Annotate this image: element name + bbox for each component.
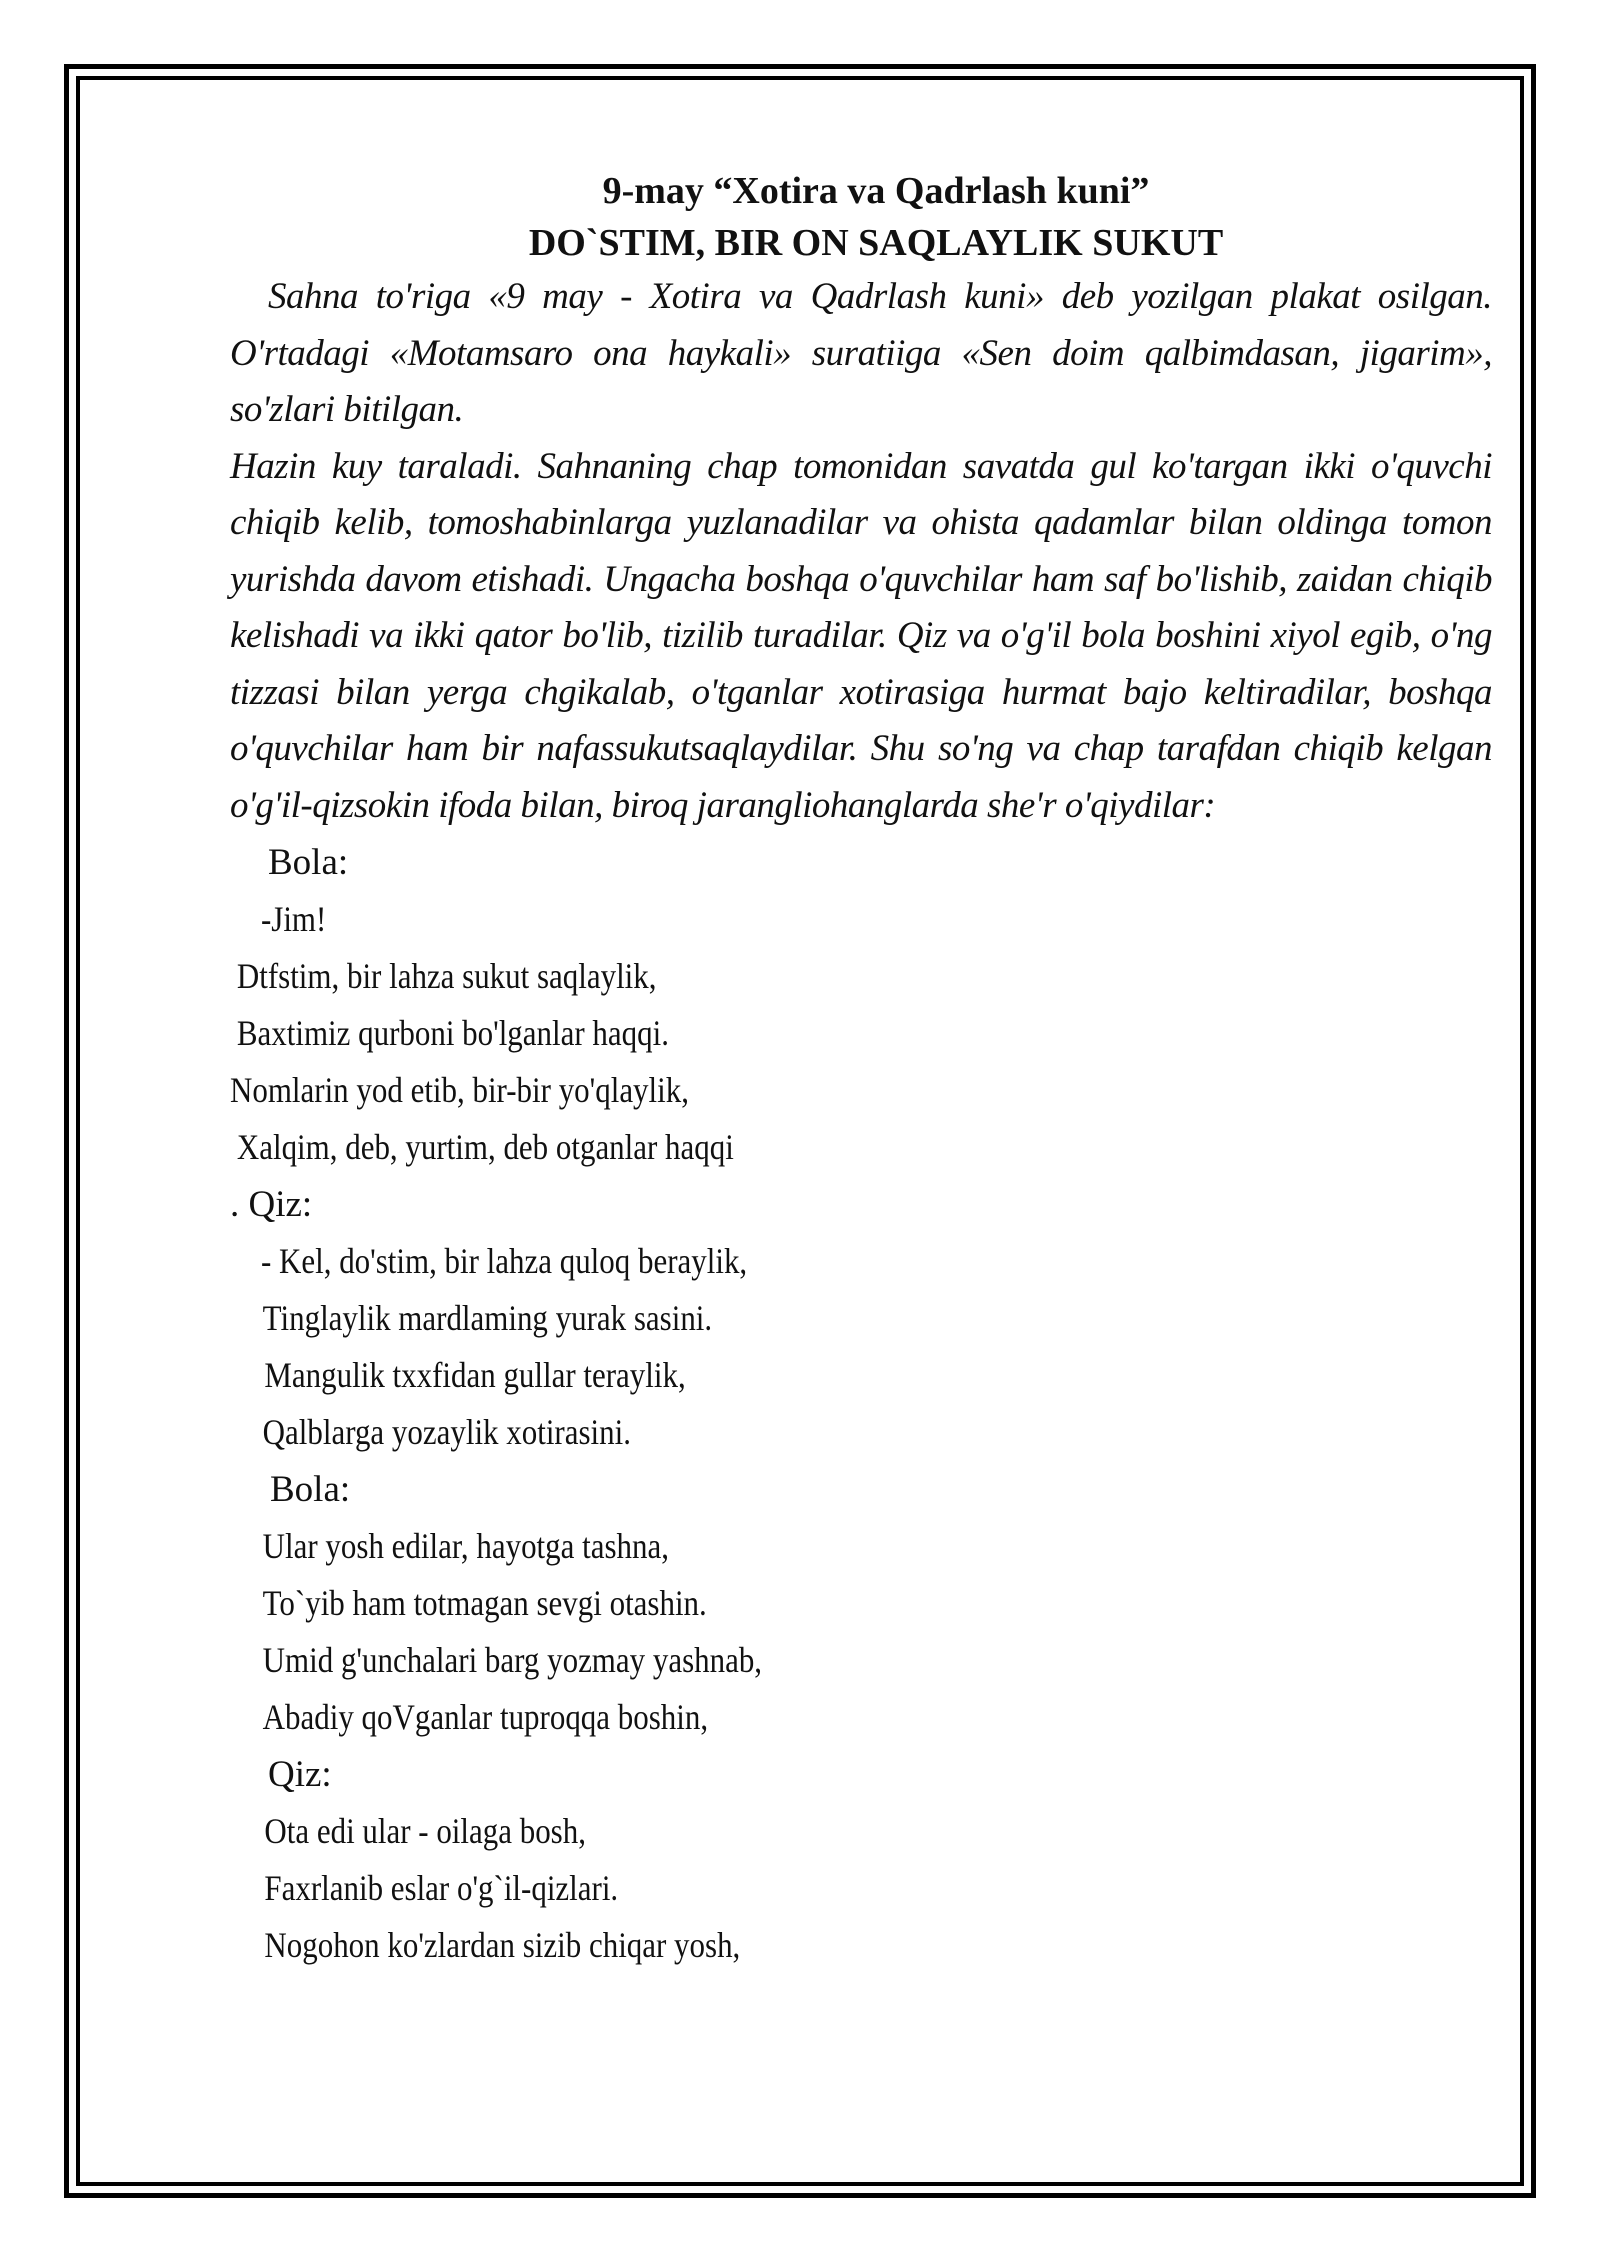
poem-line: Ular yosh edilar, hayotga tashna, [262, 1526, 669, 1566]
poem-line: Ota edi ular - oilaga bosh, [264, 1811, 586, 1851]
intro-paragraph-2: Hazin kuy taraladi. Sahnaning chap tomonidan savatda gul ko'targan ikki o'quvchi chiqib kelib, tomoshabinlarga yuzlanadilar va ohista qadamlar bilan oldinga tomon yurishda davom etishadi. Ungacha boshqa o'quvchilar ham saf bo'lishib, zaidan chiqib kelishadi va ikki qator bo'lib, tizilib turadilar. Qiz va o'g'il bola boshini xiyol egib, o'ng tizzasi bilan yerga chgikalab, o'tganlar xotirasiga hurmat bajo keltiradilar, boshqa o'quvchilar ham bir nafassukutsaqlaydilar. Shu so'ng va chap tarafdan chiqib kelgan o'g'il-qizsokin ifoda bilan, biroq jarangliohanglarda she'r o'qiydilar: [230, 445, 1492, 826]
poem-line: Dtfstim, bir lahza sukut saqlaylik, [236, 956, 657, 996]
poem-line: Qalblarga yozaylik xotirasini. [262, 1412, 631, 1452]
title-line-2: DO`STIM, BIR ON SAQLAYLIK SUKUT [528, 222, 1224, 264]
poem [230, 834, 1492, 1974]
poem-line: Faxrlanib eslar o'g`il-qizlari. [264, 1868, 619, 1908]
poem-line: - Kel, do'stim, bir lahza quloq beraylik, [260, 1241, 748, 1281]
poem-line: Abadiy qoVganlar tuproqqa boshin, [262, 1697, 709, 1737]
poem-line: Umid g'unchalari barg yozmay yashnab, [262, 1640, 763, 1680]
poem-line: Nomlarin yod etib, bir-bir yo'qlaylik, [230, 1070, 689, 1110]
poem-line: Mangulik txxfidan gullar teraylik, [264, 1355, 686, 1395]
poem-line: Xalqim, deb, yurtim, deb otganlar haqqi [236, 1127, 734, 1167]
poem-line: Nogohon ko'zlardan sizib chiqar yosh, [264, 1925, 741, 1965]
title-line-1: 9-may “Xotira va Qadrlash kuni” [602, 170, 1150, 212]
poem-line: Tinglaylik mardlaming yurak sasini. [262, 1298, 713, 1338]
speaker-label: Qiz: [268, 1754, 332, 1795]
poem-line: -Jim! [260, 899, 327, 939]
poem-line: To`yib ham totmagan sevgi otashin. [262, 1583, 707, 1623]
intro-paragraph-1: Sahna to'riga «9 may - Xotira va Qadrlash kuni» deb yozilgan plakat osilgan. O'rtadagi «Motamsaro ona haykali» suratiiga «Sen doim qalbimdasan, jigarim», so'zlari bitilgan. [230, 276, 1492, 430]
poem-line: Baxtimiz qurboni bo'lganlar haqqi. [236, 1013, 669, 1053]
speaker-label: Bola: [268, 842, 349, 883]
document-body [230, 165, 1492, 1974]
speaker-label: Bola: [270, 1469, 351, 1510]
speaker-label: . Qiz: [230, 1184, 313, 1225]
